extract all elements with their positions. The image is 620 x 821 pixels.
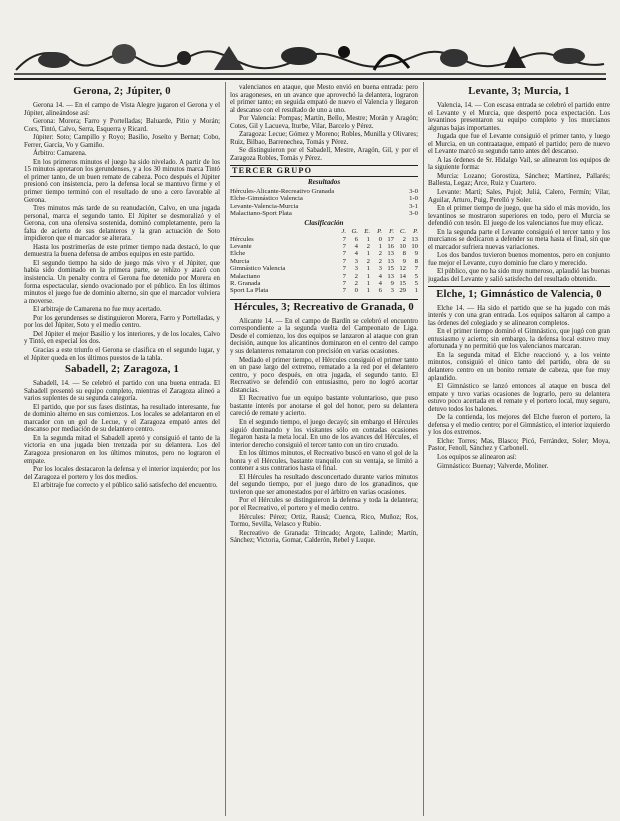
standings-team: Murcia bbox=[230, 257, 250, 265]
standings-header-cell: E. bbox=[364, 228, 370, 236]
article-paragraph: Gimnástico: Buenay; Valverde, Moliner. bbox=[437, 462, 549, 470]
standings-table bbox=[230, 228, 418, 295]
standings-cell: 4 bbox=[378, 272, 382, 280]
standings-team: Sport La Plata bbox=[230, 287, 269, 295]
standings-header-cell: P. bbox=[377, 228, 382, 236]
standings-row bbox=[230, 287, 418, 294]
standings-cell: 16 bbox=[387, 243, 394, 250]
result-score: 1-0 bbox=[409, 195, 418, 203]
article-paragraph: En los últimos minutos, el Recreativo buscó en vano el gol de la honra y el Hércules, bastante tranquilo con su ventaja, se limitó a contener a sus contrarios hasta el final. bbox=[230, 450, 418, 473]
standings-cell: 3 bbox=[378, 265, 382, 273]
standings-cell: 13 bbox=[387, 250, 394, 258]
headline-elche-gimnastico: Elche, 1; Gimnástico de Valencia, 0 bbox=[428, 286, 610, 301]
standings-cell: 1 bbox=[378, 243, 382, 250]
standings-cell: 1 bbox=[366, 280, 370, 288]
standings-cell: 15 bbox=[399, 280, 406, 288]
standings-cell: 7 bbox=[342, 235, 346, 243]
article-paragraph: En el primer tiempo de juego, que ha sido el más movido, los levantinos se mostraron superiores en todo, pero el Murcia se defendió con tesón. El juego de los valencianos fue muy eficaz. bbox=[428, 205, 610, 228]
result-row bbox=[230, 203, 418, 210]
article-paragraph: De la contienda, los mejores del Elche fueron el portero, la defensa y el medio centro; por el Gimnástico, el interior izquierdo y los dos extremos. bbox=[428, 414, 610, 437]
standings-cell: 1 bbox=[366, 235, 370, 243]
standings-cell: 1 bbox=[366, 250, 370, 258]
article-paragraph: Por los gerundenses se distinguieron Morera, Farro y Portelladas, y por los del Júpiter, Soto y el medio centro. bbox=[24, 314, 220, 330]
article-paragraph: Los equipos se alinearon así: bbox=[437, 453, 517, 461]
result-row bbox=[230, 188, 418, 195]
standings-header-cell: F. bbox=[389, 228, 394, 236]
standings-cell: 13 bbox=[411, 235, 418, 243]
standings-header-cell: J. bbox=[341, 228, 346, 236]
standings-cell: 5 bbox=[414, 272, 418, 280]
article-paragraph: Hasta los postrimerías de este primer tiempo nada destacó, lo que demuestra la buena defensa de ambos equipos en este partido. bbox=[24, 243, 220, 259]
article-paragraph: En la segunda mitad el Sabadell apretó y consiguió el tanto de la victoria en una jugada bien trenzada por su delantera. Los del Zaragoza presionaron en los últimos minutos, pero no lograron el empate. bbox=[24, 434, 220, 465]
article-paragraph: Tres minutos más tarde de su reanudación, Calvo, en una jugada personal, marca el segundo tanto. El Júpiter se desmoralizó y el Gerona, con una ofensiva sostenida, dominó completamente, pero la falta de acierto de sus delanteros y la gran actuación de Soto impidieron que el marcador se alterara. bbox=[24, 205, 220, 243]
article-paragraph: En la segunda mitad el Elche reaccionó y, a los veinte minutos, consiguió el único tanto del partido, obra de su delantero centro en un bonito remate de cabeza, que fue muy aplaudido. bbox=[428, 351, 610, 382]
standings-cell: 12 bbox=[399, 265, 406, 273]
result-row bbox=[230, 210, 418, 217]
standings-cell: 29 bbox=[399, 287, 406, 295]
standings-header-cell: C. bbox=[399, 228, 406, 236]
result-match: Levante-Valencia-Murcia bbox=[230, 202, 299, 210]
decorative-header-banner bbox=[14, 40, 606, 76]
standings-cell: 2 bbox=[366, 243, 370, 250]
article-paragraph: Árbitro: Camarena. bbox=[33, 150, 87, 158]
standings-cell: 2 bbox=[366, 257, 370, 265]
standings-team: R. Granada bbox=[230, 280, 261, 288]
standings-cell: 1 bbox=[366, 265, 370, 273]
result-score: 3-1 bbox=[409, 202, 418, 210]
standings-team: Malacitano bbox=[230, 272, 261, 280]
standings-cell: 9 bbox=[414, 250, 418, 258]
article-paragraph: Hércules: Pérez; Ortiz, Rausá; Cuenca, Rico, Muñoz; Ros, Tormo, Sevilla, Velasco y Rubio. bbox=[230, 513, 418, 529]
result-match: Malacitano-Sport Plata bbox=[230, 210, 292, 218]
article-paragraph: Del Júpiter el mejor Basilio y los interiores, y de los locales, Calvo y Tintó, en especial los dos. bbox=[24, 330, 220, 346]
article-paragraph: El Recreativo fue un equipo bastante voluntarioso, que puso bastante interés por anotarse el gol del honor, pero su delantera careció de remate y acierto. bbox=[230, 395, 418, 418]
standings-row bbox=[230, 250, 418, 257]
article-paragraph: El partido, que por sus fases distintas, ha resultado interesante, fue de dominio alterno en sus comienzos. Los locales se adelantaron en el marcador con un gol de Lecue, y el Zaragoza empató antes del descanso por mediación de su delantero centro. bbox=[24, 403, 220, 434]
article-paragraph: Gerona 14. — En el campo de Vista Alegre jugaron el Gerona y el Júpiter, alineándose así: bbox=[24, 102, 220, 117]
results-table bbox=[230, 188, 418, 218]
article-paragraph: Sabadell, 14. — Se celebró el partido con una buena entrada. El Sabadell presentó su equipo completo, mientras el Zaragoza alineó a varios suplentes de su segunda categoría. bbox=[24, 380, 220, 403]
standings-row bbox=[230, 280, 418, 287]
standings-header-cell bbox=[230, 228, 334, 235]
article-paragraph: A las órdenes de Sr. Hidalgo Vaíl, se alinearon los equipos de la siguiente forma: bbox=[428, 156, 610, 172]
standings-cell: 10 bbox=[399, 243, 406, 250]
standings-cell: 1 bbox=[366, 272, 370, 280]
standings-cell: 6 bbox=[354, 235, 358, 243]
article-paragraph: valencianos en ataque, que Mesto envió en buena entrada: pero los aragoneses, en un avance que aprovechó la delantera, lograron el primer tanto; en seguida empató de nuevo el Valencia y llegaron al descanso con el resultado de uno a uno. bbox=[230, 84, 418, 114]
standings-cell: 15 bbox=[387, 265, 394, 273]
column-left bbox=[24, 84, 220, 814]
header-rule bbox=[14, 78, 606, 80]
standings-team: Elche bbox=[230, 250, 246, 258]
standings-header-cell: G. bbox=[351, 228, 358, 236]
article-paragraph: Gerona: Morera; Farro y Portelladas; Baluarde, Pitio y Morán; Cors, Tintó, Calvo, Serra, Esquerra y Ricard. bbox=[24, 118, 220, 133]
standings-title: Clasificación bbox=[304, 218, 344, 227]
article-paragraph: El arbitraje fue correcto y el público salió satisfecho del encuentro. bbox=[33, 482, 218, 490]
standings-cell: 7 bbox=[342, 272, 346, 280]
article-paragraph: Júpiter: Soto; Campillo y Royo; Basilio, Joseíto y Bernat; Cobo, Ferrer, García, Vo y Gamiño. bbox=[24, 134, 220, 149]
standings-header-cell: P. bbox=[413, 228, 418, 236]
standings-cell: 3 bbox=[354, 257, 358, 265]
standings-row bbox=[230, 258, 418, 265]
standings-cell: 4 bbox=[354, 243, 358, 250]
standings-cell: 2 bbox=[354, 272, 358, 280]
headline-hercules-recreativo: Hércules, 3; Recreativo de Granada, 0 bbox=[230, 299, 418, 314]
standings-cell: 2 bbox=[378, 250, 382, 258]
standings-cell: 3 bbox=[354, 265, 358, 273]
standings-cell: 1 bbox=[366, 287, 370, 295]
standings-row bbox=[230, 265, 418, 272]
standings-cell: 14 bbox=[399, 272, 406, 280]
result-score: 3-0 bbox=[409, 188, 418, 196]
standings-row bbox=[230, 243, 418, 250]
article-paragraph: El público, que no ha sido muy numeroso, aplaudió las buenas jugadas del Levante y salió satisfecho del resultado obtenido. bbox=[428, 268, 610, 284]
article-paragraph: Elche: Torres; Mas, Blasco; Picó, Ferrández, Soler; Moya, Pastor, Fenoll, Sánchez y Carbonell. bbox=[428, 437, 610, 453]
column-divider bbox=[423, 82, 424, 816]
article-paragraph: En el segundo tiempo, el juego decayó; sin embargo el Hércules siguió dominando y los visitantes sólo en contadas ocasiones llegaron hasta la meta local. En uno de los avances del Hércules, el interior derecho consiguió el tercer tanto con un tiro cruzado. bbox=[230, 418, 418, 449]
standings-cell: 13 bbox=[387, 272, 394, 280]
article-paragraph: El arbitraje de Camarena no fue muy acertado. bbox=[33, 306, 162, 314]
standings-cell: 2 bbox=[354, 280, 358, 288]
article-paragraph: El Gimnástico se lanzó entonces al ataque en busca del empate y tuvo varias ocasiones de lograrlo, pero su delantera estuvo poco acertada en el remate y el portero local, muy seguro, detuvo todos los balones. bbox=[428, 383, 610, 413]
results-title: Resultados bbox=[307, 178, 341, 187]
article-paragraph: Por el Hércules se distinguieron la defensa y toda la delantera; por el Recreativo, el portero y el medio centro. bbox=[230, 497, 418, 512]
standings-cell: 7 bbox=[342, 265, 346, 273]
standings-cell: 0 bbox=[378, 235, 382, 243]
standings-cell: 5 bbox=[414, 280, 418, 288]
article-paragraph: Por Valencia: Pompas; Martín, Bello, Mestre; Morán y Aragón; Cotes, Gil y Lacueva, Iturbe, Vilar, Barcelo y Pérez. bbox=[230, 115, 418, 130]
standings-row bbox=[230, 236, 418, 243]
standings-cell: 9 bbox=[390, 280, 394, 288]
standings-cell: 8 bbox=[402, 250, 406, 258]
article-paragraph: Alicante 14. — En el campo de Bardín se celebró el encuentro correspondiente a la segunda vuelta del Campeonato de Liga. Desde el comienzo, los dos equipos se lanzaron al ataque con gran decisión, aunque los alicantinos dominaron en el centro del campo y sus delanteros remataron con precisión en varias ocasiones. bbox=[230, 317, 418, 356]
standings-cell: 7 bbox=[342, 250, 346, 258]
standings-cell: 10 bbox=[411, 243, 418, 250]
result-match: Hércules-Alicante-Recreativo Granada bbox=[230, 188, 335, 196]
result-match: Elche-Gimnástico Valencia bbox=[230, 195, 303, 203]
article-paragraph: En los primeros minutos el juego ha sido nivelado. A partir de los 15 minutos apretaron los gerundenses, y a los 30 minutos marca Tintó el primer tanto, de un buen remate de cabeza. Poco después el Júpiter presionó con insistencia, pero la defensa local se mantuvo firme y el primer tiempo terminó con el resultado de uno a cero favorable al Gerona. bbox=[24, 158, 220, 204]
column-right bbox=[428, 84, 610, 814]
standings-team: Hércules bbox=[230, 235, 254, 243]
standings-cell: 2 bbox=[402, 235, 406, 243]
article-paragraph: Valencia, 14. — Con escasa entrada se celebró el partido entre el Levante y el Murcia, que despertó poca expectación. Los levantinos presentaron su equipo completo y los murcianos algunas bajas importantes. bbox=[428, 102, 610, 132]
standings-cell: 8 bbox=[414, 257, 418, 265]
standings-row bbox=[230, 273, 418, 280]
standings-team: Gimnástico Valencia bbox=[230, 265, 286, 273]
article-paragraph: El Hércules ha resultado desconcertado durante varios minutos del segundo tiempo, por el juego duro de los granadinos, que tuvieron que ser amonestados por el árbitro en varias ocasiones. bbox=[230, 473, 418, 496]
article-paragraph: Mediado el primer tiempo, el Hércules consiguió el primer tanto en un pase largo del extremo, rematado a la red por el delantero centro, y poco después, en otra jugada, el segundo tanto. El Recreativo se defendió con entusiasmo, pero no logró acortar distancias. bbox=[230, 356, 418, 394]
article-paragraph: Jugada que fue el Levante consiguió el primer tanto, y luego el Murcia, en un contraataque, empató el partido; pero de nuevo el Levante marcó su segundo tanto antes del descanso. bbox=[428, 133, 610, 156]
article-paragraph: Se distinguieron por el Sabadell, Mestre, Aragón, Gil, y por el Zaragoza Robles, Tomás y Pérez. bbox=[230, 147, 418, 162]
standings-cell: 2 bbox=[378, 257, 382, 265]
article-paragraph: En el primer tiempo dominó el Gimnástico, que jugó con gran entusiasmo y acierto; sin embargo, la defensa local estuvo muy afortunada y no permitió que los valencianos marcaran. bbox=[428, 328, 610, 351]
standings-cell: 0 bbox=[354, 287, 358, 295]
standings-cell: 6 bbox=[378, 287, 382, 295]
article-paragraph: Los dos bandos tuvieron buenos momentos, pero en conjunto fue mejor el Levante, cuyo dominio fue claro y merecido. bbox=[428, 252, 610, 267]
article-paragraph: Zaragoza: Lecue; Gómez y Moreno; Robles, Munilla y Olivares; Ruiz, Bilbao, Barrenechea, Tomás y Pérez. bbox=[230, 131, 418, 146]
standings-cell: 3 bbox=[390, 287, 394, 295]
standings-cell: 4 bbox=[354, 250, 358, 258]
column-middle bbox=[230, 84, 418, 814]
headline-sabadell-zaragoza: Sabadell, 2; Zaragoza, 1 bbox=[65, 364, 179, 376]
article-paragraph: Recreativo de Granada: Trincado; Argote, Lalinde; Martín, Sánchez; Victoria, Gomar, Calderón, Rebel y Luque. bbox=[230, 529, 418, 545]
standings-cell: 7 bbox=[414, 265, 418, 273]
standings-cell: 7 bbox=[342, 257, 346, 265]
standings-cell: 4 bbox=[378, 280, 382, 288]
result-row bbox=[230, 195, 418, 202]
standings-cell: 17 bbox=[387, 235, 394, 243]
headline-gerona-jupiter: Gerona, 2; Júpiter, 0 bbox=[73, 86, 171, 97]
standings-cell: 7 bbox=[342, 287, 346, 295]
article-paragraph: Elche 14. — Ha sido el partido que se ha jugado con más interés y con una gran entrada. Los equipos saltaron al campo a las órdenes del colegiado y se alinearon completos. bbox=[428, 304, 610, 327]
article-paragraph: Levante: Martí; Sales, Pujol; Juliá, Calero, Fermín; Vilar, Aguilar, Arturo, Puig, Perelló y Soler. bbox=[428, 189, 610, 204]
standings-cell: 1 bbox=[414, 287, 418, 295]
article-paragraph: El segundo tiempo ha sido de juego más vivo y el Júpiter, que había sido dominado en la primera parte, se rehízo y atacó con insistencia. Un penalty contra el Gerona fue detenido por Morera en forma espectacular, siendo ovacionado por el público. En los últimos minutos el juego fue de dominio alterno, sin que el marcador volviera a moverse. bbox=[24, 259, 220, 305]
standings-cell: 9 bbox=[402, 257, 406, 265]
standings-team: Levante bbox=[230, 243, 252, 250]
article-paragraph: Murcia: Lozano; Gorostiza, Sánchez; Martínez, Pallarés; Ballesta, Legaz; Arce, Ruiz y Cuartero. bbox=[428, 172, 610, 188]
article-paragraph: Por los locales destacaron la defensa y el interior izquierdo; por los del Zaragoza el portero y los dos medios. bbox=[24, 466, 220, 481]
article-paragraph: En la segunda parte el Levante consiguió el tercer tanto y los murcianos se dedicaron a defender su meta hasta el final, sin que el marcador sufriera nuevas variaciones. bbox=[428, 228, 610, 251]
headline-levante-murcia: Levante, 3; Murcia, 1 bbox=[468, 86, 570, 97]
result-score: 3-0 bbox=[409, 210, 418, 218]
standings-cell: 7 bbox=[342, 243, 346, 250]
article-paragraph: Gracias a este triunfo el Gerona se clasifica en el segundo lugar, y el Júpiter queda en los últimos puestos de la tabla. bbox=[24, 346, 220, 362]
column-divider bbox=[225, 82, 226, 816]
standings-cell: 7 bbox=[342, 280, 346, 288]
sports-cartoon-banner-icon bbox=[14, 40, 606, 76]
section-heading-tercer-grupo: TERCER GRUPO bbox=[230, 165, 418, 177]
standings-cell: 13 bbox=[387, 257, 394, 265]
